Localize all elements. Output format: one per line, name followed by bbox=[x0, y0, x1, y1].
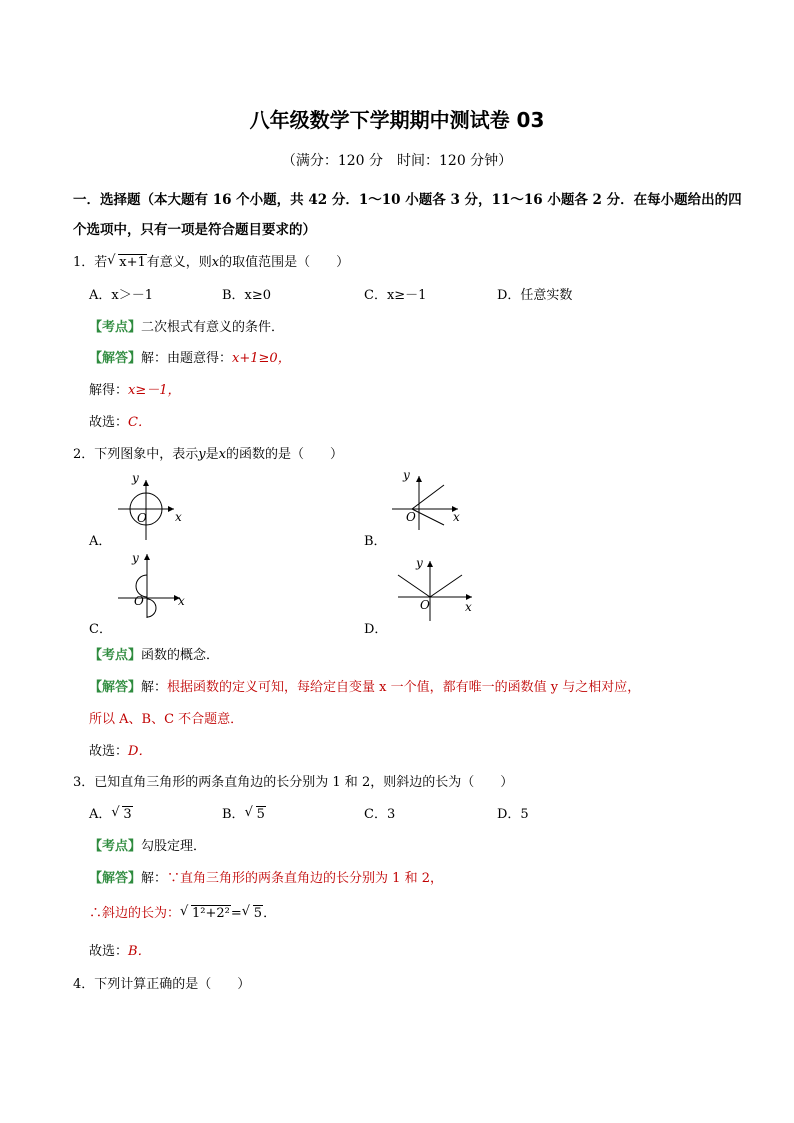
q3-option-a[interactable]: A． √ 3 bbox=[89, 805, 132, 822]
svg-text:x: x bbox=[465, 600, 472, 614]
q1-option-d[interactable]: D．任意实数 bbox=[497, 288, 573, 303]
graph-c-semicircles[interactable] bbox=[112, 550, 192, 620]
q2-option-d[interactable]: D． bbox=[364, 622, 388, 637]
kaodian-tag: 【考点】 bbox=[89, 320, 142, 335]
jieda-tag: 【解答】 bbox=[89, 351, 142, 366]
svg-text:O: O bbox=[406, 510, 416, 524]
question-1-stem: 1．若 √ x+1有意义，则x的取值范围是（ ） bbox=[73, 253, 350, 270]
question-4-stem: 4．下列计算正确的是（ ） bbox=[73, 977, 251, 992]
section-heading-line2: 个选项中，只有一项是符合题目要求的） bbox=[73, 222, 316, 238]
q2-option-b[interactable]: B． bbox=[364, 534, 387, 549]
kaodian-tag: 【考点】 bbox=[89, 648, 142, 663]
q1-answer: 故选：C． bbox=[89, 415, 151, 430]
q1-kaodian: 【考点】二次根式有意义的条件． bbox=[89, 320, 285, 335]
q3-kaodian: 【考点】勾股定理． bbox=[89, 839, 207, 854]
q3-answer: 故选：B． bbox=[89, 944, 151, 959]
q3-option-c[interactable]: C．3 bbox=[364, 807, 396, 822]
question-2-stem: 2．下列图象中，表示y是x的函数的是（ ） bbox=[73, 447, 344, 462]
svg-text:x: x bbox=[453, 510, 460, 524]
svg-text:x: x bbox=[175, 510, 182, 524]
page-subtitle: （满分：120 分 时间：120 分钟） bbox=[281, 153, 513, 169]
q2-option-a[interactable]: A． bbox=[89, 534, 112, 549]
q2-solution-line: 所以 A、B、C 不合题意． bbox=[89, 712, 244, 727]
q1-jieda: 【解答】解：由题意得：x+1≥0， bbox=[89, 351, 291, 366]
q1-solution-line: 解得：x≥－1， bbox=[89, 383, 181, 398]
svg-text:O: O bbox=[420, 598, 430, 612]
q2-jieda: 【解答】解：根据函数的定义可知，每给定自变量 x 一个值，都有唯一的函数值 y 与之相对应， bbox=[89, 680, 641, 695]
q3-solution-line: ∴斜边的长为： √ 1²+2²= √ 5． bbox=[89, 904, 277, 921]
section-heading-line1: 一．选择题（本大题有 16 个小题，共 42 分．1～10 小题各 3 分，11～16 小题各 2 分．在每小题给出的四 bbox=[73, 192, 742, 208]
page-title: 八年级数学下学期期中测试卷 03 bbox=[249, 108, 545, 132]
svg-text:x: x bbox=[178, 594, 185, 608]
q2-answer: 故选：D． bbox=[89, 744, 152, 759]
svg-text:y: y bbox=[416, 556, 423, 570]
svg-text:y: y bbox=[403, 468, 410, 482]
q1-option-a[interactable]: A．x＞－1 bbox=[89, 288, 153, 303]
q2-kaodian: 【考点】函数的概念． bbox=[89, 648, 220, 663]
graph-b-rays[interactable] bbox=[386, 468, 476, 532]
q3-option-b[interactable]: B． √ 5 bbox=[222, 805, 265, 822]
graph-a-circle[interactable] bbox=[112, 470, 192, 542]
kaodian-tag: 【考点】 bbox=[89, 839, 142, 854]
graph-d-v-shape[interactable] bbox=[392, 555, 482, 623]
svg-text:O: O bbox=[134, 594, 144, 608]
jieda-tag: 【解答】 bbox=[89, 680, 142, 695]
sqrt-expression: √ x+1 bbox=[107, 253, 146, 270]
svg-text:O: O bbox=[137, 511, 147, 525]
jieda-tag: 【解答】 bbox=[89, 871, 142, 886]
svg-text:y: y bbox=[132, 551, 139, 565]
q3-option-d[interactable]: D．5 bbox=[497, 807, 529, 822]
q1-option-b[interactable]: B．x≥0 bbox=[222, 288, 272, 303]
q2-option-c[interactable]: C． bbox=[89, 622, 112, 637]
svg-text:y: y bbox=[132, 471, 139, 485]
q3-jieda: 【解答】解：∵直角三角形的两条直角边的长分别为 1 和 2， bbox=[89, 871, 443, 886]
question-3-stem: 3．已知直角三角形的两条直角边的长分别为 1 和 2，则斜边的长为（ ） bbox=[73, 775, 514, 790]
q1-option-c[interactable]: C．x≥－1 bbox=[364, 288, 427, 303]
